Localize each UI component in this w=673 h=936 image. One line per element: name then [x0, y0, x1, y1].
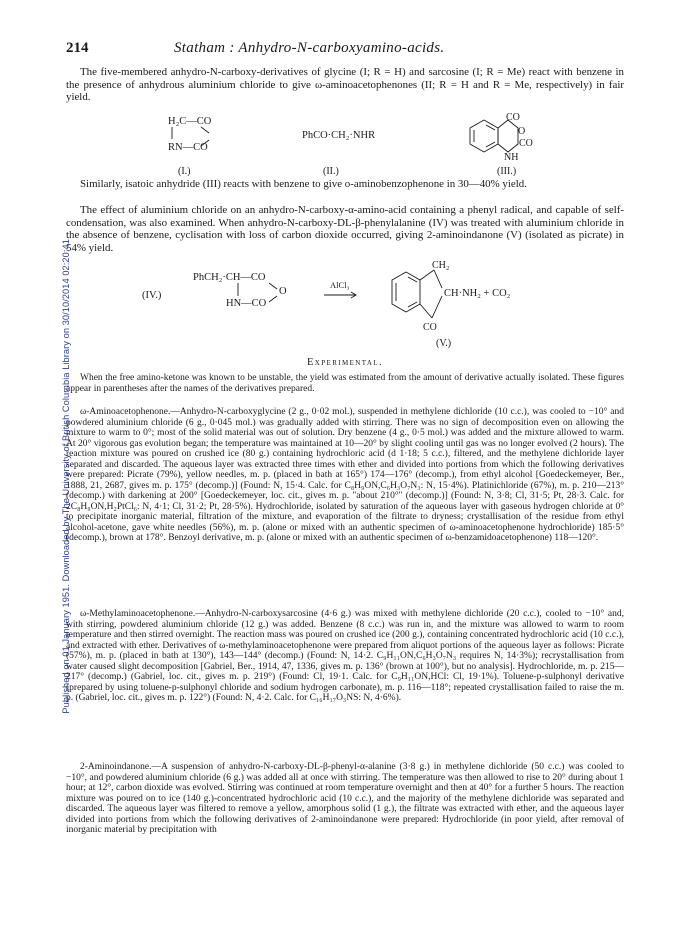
download-watermark: Published on 01 January 1951. Downloaded by The University of British Columbia Library on 30/10/2014 02:20:41. — [61, 236, 71, 714]
struct-iii-co-right: CO — [519, 138, 533, 149]
struct-iv-line1: PhCH₂·CH—CO — [193, 272, 266, 283]
struct-v-chnh2-co2: CH·NH₂ + CO₂ — [444, 288, 511, 299]
experimental-methylaminoacetophenone: ω-Methylaminoacetophenone.—Anhydro-N-carboxysarcosine (4·6 g.) was mixed with methylene dichloride (20 c.c.), cooled to −10° and, with stirring, powdered aluminium chloride (12 g.) was added. Benzene (8 c.c.) was run in, and the mixture was allowed to warm to room temperature and then stirred overnight. The reaction mass was poured on crushed ice (200 g.), containing concentrated hydrochloric acid (10 c.c.), and extracted with ether. Derivatives of ω-methylaminoacetophenone were prepared from aliquot portions of the aqueous layer as follows: Picrate (57%), m. p. (placed in bath at 130°), 143—144° (decomp.) (Found: N, 14·2. C₉H₁₁ON,C₆H₃O₇N₃ requires N, 14·3%); recrystallisation from water caused slight decomposition [Gabriel, Ber., 1914, 47, 1336, gives m. p. 136° (brown at 100°), but no analysis]. Hydrochloride, m. p. 215—217° (decomp.) (Gabriel, loc. cit., gives m. p. 219°) (Found: Cl, 19·1. Calc. for C₉H₁₁ON,HCl: Cl, 19·1%). Toluene-p-sulphonyl derivative (prepared by using toluene-p-sulphonyl chloride and sodium hydrogen carbonate), m. p. 116—118°; repeated crystallisation failed to raise the m. p. (Gabriel, loc. cit., gives m. p. 122°) (Found: N, 4·2. Calc. for C₁₆H₁₇O₃NS: N, 4·6%). — [66, 609, 624, 703]
struct-i-bond-top — [201, 127, 209, 133]
struct-iii-co-top: CO — [506, 112, 520, 123]
struct-v-co: CO — [423, 322, 437, 333]
struct-iv-ring-o: O — [279, 286, 287, 297]
label-iv: (IV.) — [142, 290, 162, 301]
experimental-aminoacetophenone: ω-Aminoacetophenone.—Anhydro-N-carboxyglycine (2 g., 0·02 mol.), suspended in methylene dichloride (10 c.c.), was cooled to −10° and powdered aluminium chloride (6 g., 0·045 mol.) was gradually added with stirring. There was no sign of decomposition even on allowing the mixture to warm to 0°; most of the solid material was out of solution. Dry benzene (4 g., 0·5 mol.) was added and the mixture allowed to warm. At 20° vigorous gas evolution began; the temperature was maintained at 10—20° by slight cooling until gas was no longer evolved (2 hours). The reaction mixture was poured on crushed ice (80 g.) containing hydrochloric acid (d 1·18; 5 c.c.), filtered, and the methylene dichloride layer separated and discarded. The aqueous layer was extracted three times with ether and divided into portions from which the following derivatives were prepared: Picrate (79%), yellow needles, m. p. (placed in bath at 165°) 174—176° (decomp.), from ethyl alcohol [Goedeckemeyer, Ber., 1888, 21, 2687, gives m. p. 175° (decomp.)] (Found: N, 15·4. Calc. for C₈H₉ON,C₆H₃O₇N₃: N, 15·4%). Platinichloride (67%), m. p. 210—213° (decomp.) with darkening at 200° [Goedeckemeyer, loc. cit., gives m. p. "about 210°" (decomp.)] (Found: N, 3·8; Cl, 31·5; Pt, 28·3. Calc. for 2C₈H₉ON,H₂PtCl₆: N, 4·1; Cl, 31·2; Pt, 28·5%). Hydrochloride, isolated by saturation of the aqueous layer with gaseous hydrogen chloride at 0° to precipitate inorganic material, filtration of the mixture, and evaporation of the filtrate to dryness; crystallisation of the residue from ethyl alcohol-acetone, gave white needles (56%), m. p. (alone or mixed with an authentic specimen of ω-aminoacetophenone hydrochloride) 185·5° (decomp.), brown at 178°. Benzoyl derivative, m. p. (alone or mixed with an authentic specimen of ω-benzamidoacetophenone) 118—120°. — [66, 407, 624, 543]
struct-i-line1: H₂C—CO — [168, 116, 212, 127]
effect-paragraph: The effect of aluminium chloride on an anhydro-N-carboxy-α-amino-acid containing a phenyl radical, and capable of self-condensation, was also examined. When anhydro-N-carboxy-DL-β-phenylalanine (IV) was treated with aluminium chloride in the absence of benzene, cyclisation with loss of carbon dioxide occurred, giving 2-aminoindanone (V) (isolated as picrate) in 54% yield. — [66, 204, 624, 254]
struct-v-ring-system — [392, 270, 442, 318]
reaction-arrow — [324, 292, 356, 298]
running-header — [66, 40, 626, 60]
page-number: 214 — [66, 40, 89, 56]
experimental-intro: When the free amino-ketone was known to be unstable, the yield was estimated from the amount of derivative actually isolated. These figures appear in parentheses after the names of the derivatives prepared. — [66, 373, 624, 394]
struct-iii-ring-o: O — [518, 126, 526, 137]
struct-iii-benzene-ring — [470, 120, 518, 152]
struct-i-line3: RN—CO — [168, 142, 208, 153]
experimental-aminoindanone: 2-Aminoindanone.—A suspension of anhydro-N-carboxy-DL-β-phenyl-α-alanine (3·8 g.) in methylene dichloride (50 c.c.) was cooled to −10°, and powdered aluminium chloride (6 g.) was added all at once with stirring. The temperature was then allowed to rise to 20° during about 1 hour; at 12°, carbon dioxide was evolved. Stirring was continued at room temperature overnight and then at 40° for a further 5 hours. The reaction mixture was poured on to ice (140 g.)-concentrated hydrochloric acid (10 c.c.), and the majority of the methylene dichloride was separated and discarded. The aqueous layer was filtered to remove a yellow, amorphous solid (1 g.), the filtrate was extracted with ether, and the aqueous layer divided into portions from which the following derivatives of 2-aminoindanone were prepared: Hydrochloride (in poor yield, after removal of inorganic material by precipitation with — [66, 762, 624, 835]
reaction-scheme — [66, 258, 626, 370]
running-title: Statham : Anhydro-N-carboxyamino-acids. — [174, 40, 445, 56]
struct-iii-label: (III.) — [497, 166, 517, 177]
struct-i-label: (I.) — [178, 166, 191, 177]
isatoic-paragraph: Similarly, isatoic anhydride (III) reacts with benzene to give o-aminobenzophenone in 30—40% yield. — [80, 178, 527, 190]
label-v: (V.) — [436, 338, 452, 349]
intro-paragraph: The five-membered anhydro-N-carboxy-derivatives of glycine (I; R = H) and sarcosine (I; R = Me) react with benzene in the presence of anhydrous aluminium chloride to give ω-aminoacetophenones (II; R = H and R = Me, respectively) in fair yield. — [66, 66, 624, 104]
struct-ii-label: (II.) — [323, 166, 339, 177]
struct-v-ch2: CH₂ — [432, 260, 450, 271]
struct-ii-formula: PhCO·CH₂·NHR — [302, 130, 376, 141]
section-heading: Experimental. — [306, 357, 384, 368]
struct-iv-line3: HN—CO — [226, 298, 267, 309]
reagent-label: AlCl₃ — [330, 280, 350, 290]
struct-iii-nh: NH — [504, 152, 519, 163]
